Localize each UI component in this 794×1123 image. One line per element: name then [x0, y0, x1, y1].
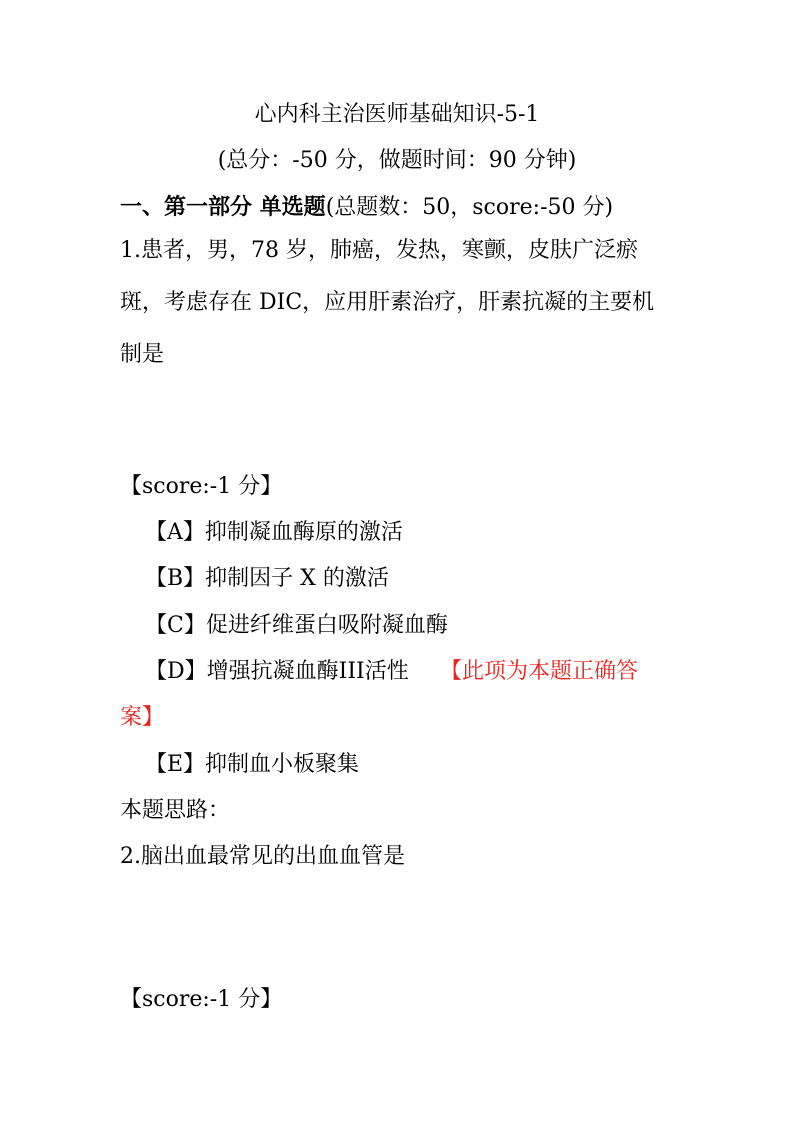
- question-1-text: 1.患者，男，78 岁，肺癌，发热，寒颤，皮肤广泛瘀斑，考虑存在 DIC，应用肝素治疗，肝素抗凝的主要机制是: [120, 238, 655, 367]
- option-e: 【E】抑制血小板聚集: [145, 752, 360, 777]
- section-info: (总题数：50，score:-50 分): [325, 195, 614, 220]
- question-2-score: 【score:-1 分】: [120, 987, 283, 1012]
- analysis-label: 本题思路：: [120, 798, 231, 823]
- section-name: 第一部分 单选题: [164, 194, 326, 220]
- option-a: 【A】抑制凝血酶原的激活: [145, 520, 403, 545]
- correct-answer-mark: 【此项为本题正确答: [440, 659, 639, 684]
- section-prefix: 一、: [120, 194, 165, 220]
- question-1-score: 【score:-1 分】: [120, 474, 283, 499]
- option-c: 【C】促进纤维蛋白吸附凝血酶: [145, 613, 448, 638]
- question-2-text: 2.脑出血最常见的出血血管是: [120, 844, 405, 869]
- option-b: 【B】抑制因子 X 的激活: [145, 566, 389, 591]
- option-d: 【D】增强抗凝血酶III活性: [145, 659, 409, 684]
- document-subtitle: (总分：-50 分，做题时间：90 分钟): [217, 148, 577, 173]
- document-title: 心内科主治医师基础知识-5-1: [254, 102, 540, 127]
- correct-answer-mark-end: 案】: [120, 705, 165, 730]
- section-header: [120, 184, 613, 231]
